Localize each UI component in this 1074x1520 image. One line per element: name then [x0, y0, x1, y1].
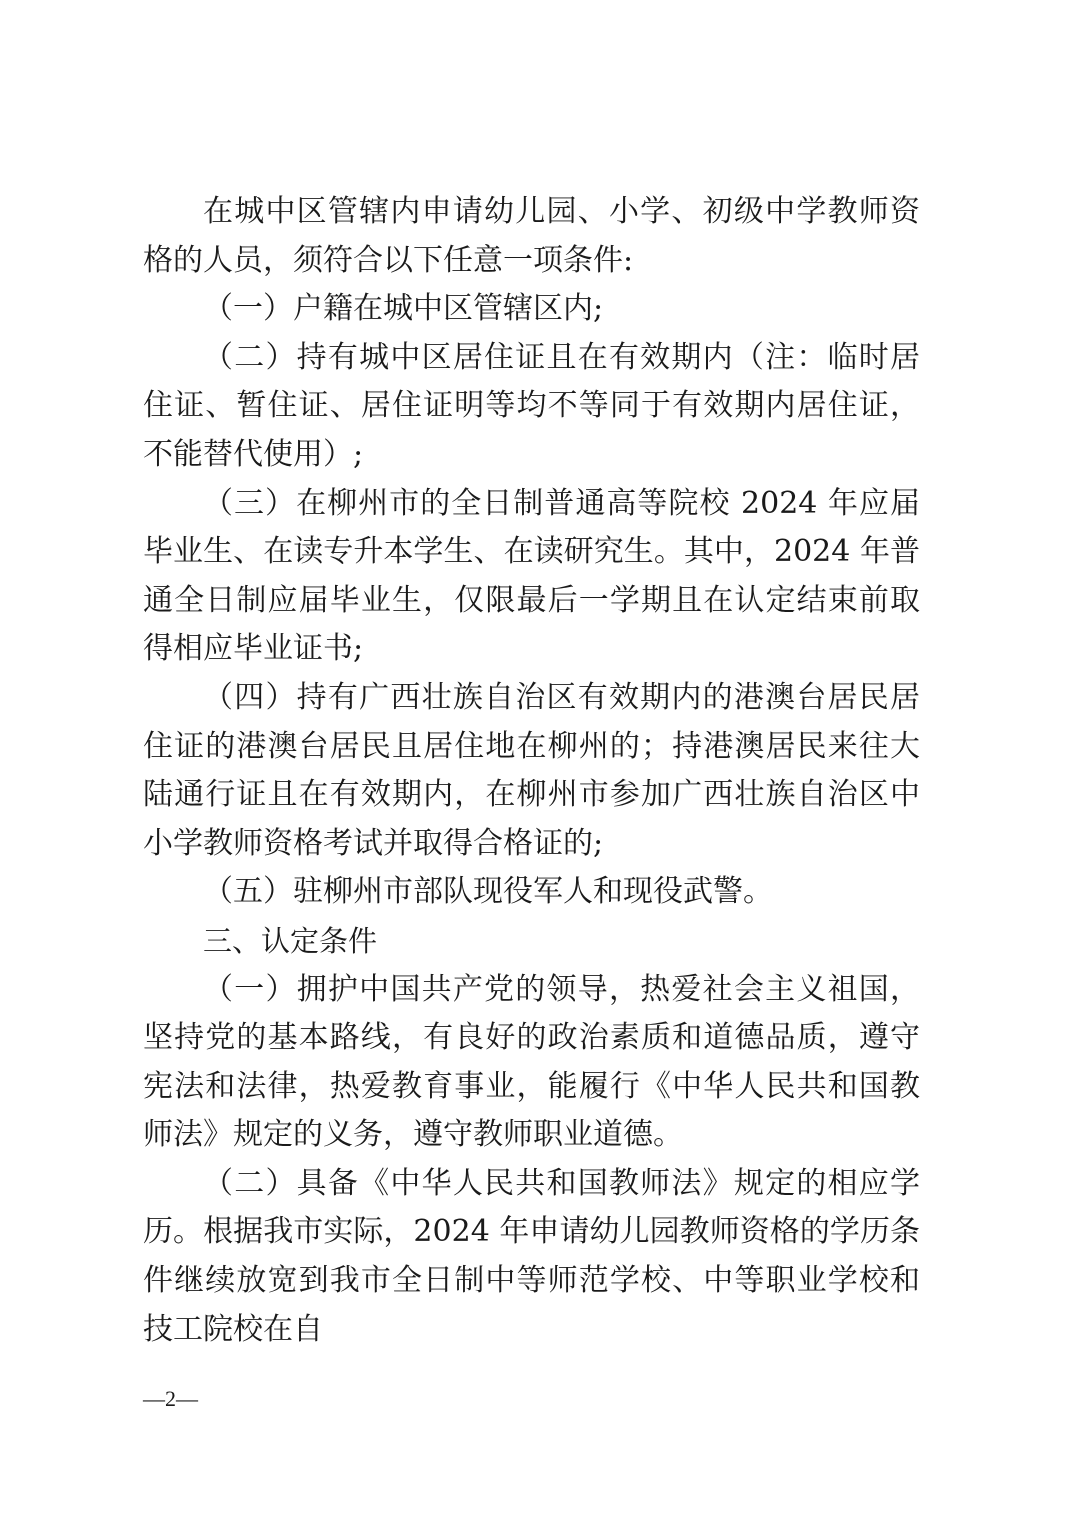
- paragraph-condition-1: （一）户籍在城中区管辖区内;: [203, 291, 604, 327]
- paragraph-condition-5: （五）驻柳州市部队现役军人和现役武警。: [203, 874, 773, 910]
- page-number: —2—: [143, 1386, 198, 1411]
- document-body: [143, 188, 920, 1354]
- paragraph-condition-2: （二）持有城中区居住证且在有效期内（注：临时居住证、暂住证、居住证明等均不等同于有效期内居住证，不能替代使用）;: [143, 339, 920, 472]
- paragraph-requirement-2: （二）具备《中华人民共和国教师法》规定的相应学历。根据我市实际，2024 年申请幼儿园教师资格的学历条件继续放宽到我市全日制中等师范学校、中等职业学校和技工院校在自: [143, 1165, 920, 1347]
- paragraph-condition-3: （三）在柳州市的全日制普通高等院校 2024 年应届毕业生、在读专升本学生、在读研究生。其中，2024 年普通全日制应届毕业生，仅限最后一学期且在认定结束前取得相应毕业证书;: [143, 485, 920, 667]
- paragraph-requirement-1: （一）拥护中国共产党的领导，热爱社会主义祖国，坚持党的基本路线，有良好的政治素质和道德品质，遵守宪法和法律，热爱教育事业，能履行《中华人民共和国教师法》规定的义务，遵守教师职业道德。: [143, 971, 920, 1153]
- paragraph-intro: 在城中区管辖内申请幼儿园、小学、初级中学教师资格的人员，须符合以下任意一项条件:: [143, 194, 920, 278]
- section-heading-3: 三、认定条件: [203, 923, 378, 958]
- paragraph-condition-4: （四）持有广西壮族自治区有效期内的港澳台居民居住证的港澳台居民且居住地在柳州的；持港澳居民来往大陆通行证且在有效期内，在柳州市参加广西壮族自治区中小学教师资格考试并取得合格证的;: [143, 679, 920, 861]
